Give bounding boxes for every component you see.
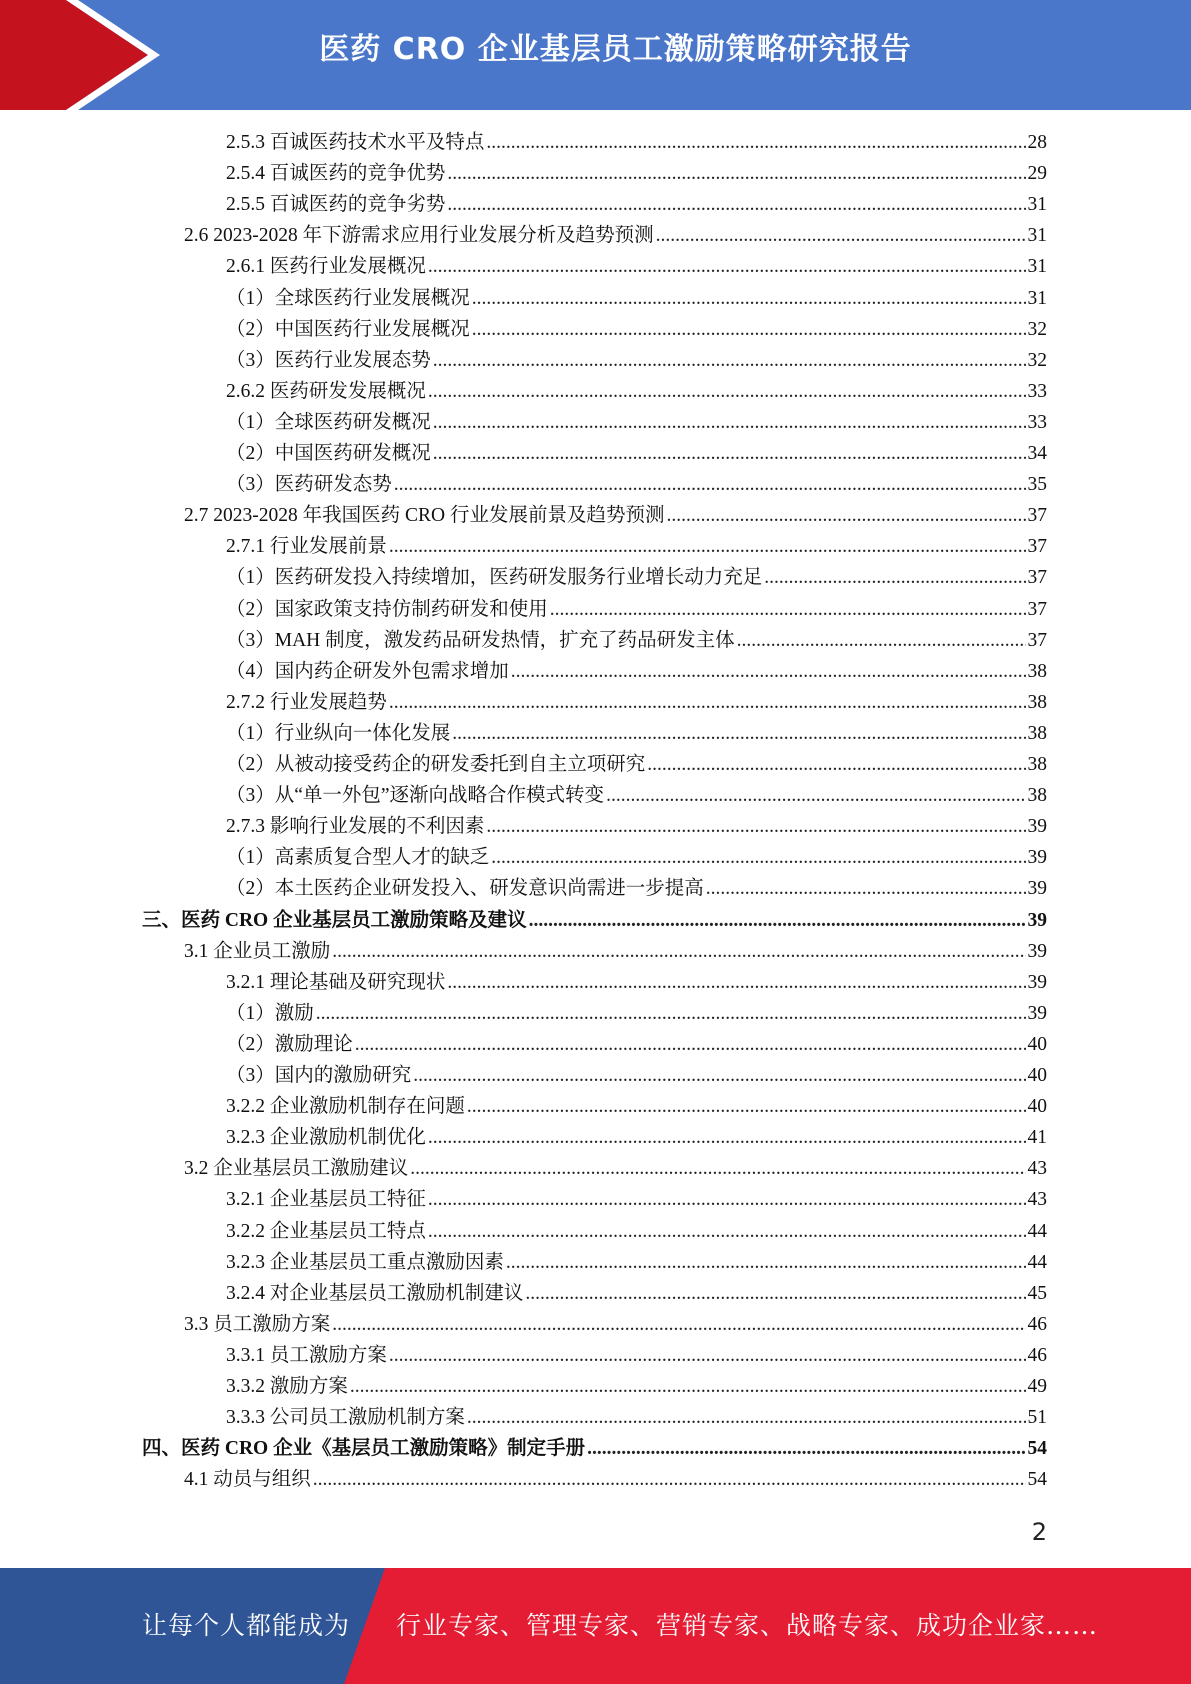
toc-entry-label: 2.6 2023-2028 年下游需求应用行业发展分析及趋势预测	[184, 225, 654, 246]
toc-entry-label: 2.7.2 行业发展趋势	[226, 692, 387, 713]
toc-entry-page: 39	[1027, 910, 1047, 931]
toc-dot-leader	[355, 1029, 1026, 1060]
toc-entry-page: 38	[1027, 754, 1047, 775]
toc-dot-leader	[472, 283, 1026, 314]
toc-entry[interactable]	[226, 1247, 1047, 1278]
toc-entry-page: 40	[1027, 1034, 1047, 1055]
toc-dot-leader	[656, 220, 1026, 251]
toc-entry[interactable]	[184, 500, 1047, 531]
toc-entry[interactable]	[226, 718, 1047, 749]
toc-entry-label: 2.7 2023-2028 年我国医药 CRO 行业发展前景及趋势预测	[184, 505, 665, 526]
toc-dot-leader	[666, 500, 1025, 531]
toc-entry[interactable]	[184, 1309, 1047, 1340]
toc-dot-leader	[332, 1309, 1025, 1340]
toc-entry-page: 43	[1027, 1158, 1047, 1179]
toc-entry-label: （1）激励	[226, 1003, 314, 1024]
toc-entry-page: 39	[1027, 878, 1047, 899]
toc-entry-page: 31	[1027, 288, 1047, 309]
toc-entry[interactable]	[226, 967, 1047, 998]
toc-dot-leader	[394, 469, 1026, 500]
toc-entry-page: 39	[1027, 972, 1047, 993]
toc-dot-leader	[428, 1216, 1026, 1247]
toc-dot-leader	[428, 376, 1026, 407]
toc-entry-label: 4.1 动员与组织	[184, 1469, 311, 1490]
toc-dot-leader	[647, 749, 1025, 780]
toc-entry[interactable]	[184, 1153, 1047, 1184]
toc-entry[interactable]	[226, 625, 1047, 656]
page-footer	[0, 1568, 1191, 1684]
toc-entry-label: 3.2.2 企业激励机制存在问题	[226, 1096, 465, 1117]
toc-entry-label: （1）高素质复合型人才的缺乏	[226, 847, 490, 868]
toc-dot-leader	[433, 345, 1026, 376]
toc-dot-leader	[467, 1402, 1026, 1433]
toc-entry-label: （3）国内的激励研究	[226, 1065, 412, 1086]
toc-entry-page: 33	[1027, 412, 1047, 433]
toc-entry-label: （2）激励理论	[226, 1034, 353, 1055]
toc-dot-leader	[447, 967, 1025, 998]
toc-entry-label: 3.3.1 员工激励方案	[226, 1345, 387, 1366]
toc-entry-page: 37	[1027, 599, 1047, 620]
toc-dot-leader	[706, 873, 1026, 904]
toc-dot-leader	[428, 251, 1026, 282]
toc-dot-leader	[491, 842, 1025, 873]
toc-entry-label: 3.3.3 公司员工激励机制方案	[226, 1407, 465, 1428]
toc-dot-leader	[332, 936, 1025, 967]
toc-entry-label: 2.7.3 影响行业发展的不利因素	[226, 816, 485, 837]
page-number: 2	[1031, 1518, 1047, 1546]
toc-entry-page: 33	[1027, 381, 1047, 402]
toc-entry-label: 2.5.5 百诚医药的竞争劣势	[226, 194, 446, 215]
toc-entry[interactable]	[226, 158, 1047, 189]
toc-entry-label: （2）国家政策支持仿制药研发和使用	[226, 599, 548, 620]
toc-entry-label: 3.2.3 企业基层员工重点激励因素	[226, 1252, 504, 1273]
toc-entry-page: 37	[1027, 630, 1047, 651]
toc-entry-page: 38	[1027, 723, 1047, 744]
toc-dot-leader	[511, 656, 1026, 687]
toc-entry[interactable]	[226, 345, 1047, 376]
toc-entry-page: 39	[1027, 816, 1047, 837]
toc-entry-page: 31	[1027, 225, 1047, 246]
toc-entry-page: 51	[1027, 1407, 1047, 1428]
toc-entry[interactable]	[226, 562, 1047, 593]
toc-entry-label: 3.2 企业基层员工激励建议	[184, 1158, 409, 1179]
toc-entry-page: 44	[1027, 1252, 1047, 1273]
toc-entry-label: （3）医药行业发展态势	[226, 350, 431, 371]
page-header	[0, 0, 1191, 110]
toc-entry-label: （1）全球医药研发概况	[226, 412, 431, 433]
toc-entry[interactable]	[226, 1184, 1047, 1215]
toc-entry-label: （2）本土医药企业研发投入、研发意识尚需进一步提高	[226, 878, 704, 899]
toc-entry-page: 38	[1027, 661, 1047, 682]
toc-entry-label: 3.2.1 理论基础及研究现状	[226, 972, 446, 993]
toc-entry[interactable]	[226, 1122, 1047, 1153]
toc-entry-label: （1）医药研发投入持续增加，医药研发服务行业增长动力充足	[226, 567, 763, 588]
toc-entry-label: 3.3.2 激励方案	[226, 1376, 348, 1397]
toc-entry-page: 39	[1027, 1003, 1047, 1024]
toc-entry-label: （1）行业纵向一体化发展	[226, 723, 451, 744]
toc-dot-leader	[486, 811, 1025, 842]
toc-entry[interactable]	[142, 905, 1047, 936]
toc-entry-page: 28	[1027, 132, 1047, 153]
toc-entry[interactable]	[226, 1402, 1047, 1433]
toc-dot-leader	[472, 314, 1026, 345]
toc-entry[interactable]	[226, 594, 1047, 625]
toc-entry-label: （2）中国医药行业发展概况	[226, 319, 470, 340]
toc-dot-leader	[350, 1371, 1026, 1402]
toc-entry[interactable]	[184, 1464, 1047, 1495]
toc-dot-leader	[433, 407, 1026, 438]
toc-dot-leader	[428, 1184, 1026, 1215]
toc-entry-page: 40	[1027, 1096, 1047, 1117]
document-title: 医药 CRO 企业基层员工激励策略研究报告	[319, 32, 912, 67]
toc-entry-page: 37	[1027, 536, 1047, 557]
toc-entry-label: 2.5.4 百诚医药的竞争优势	[226, 163, 446, 184]
toc-entry[interactable]	[226, 749, 1047, 780]
toc-dot-leader	[410, 1153, 1025, 1184]
toc-entry[interactable]	[226, 283, 1047, 314]
toc-entry[interactable]	[226, 998, 1047, 1029]
toc-entry-label: （3）从“单一外包”逐渐向战略合作模式转变	[226, 785, 605, 806]
footer-slogan-right: 行业专家、管理专家、营销专家、战略专家、成功企业家……	[396, 1611, 1099, 1640]
toc-entry-page: 31	[1027, 256, 1047, 277]
toc-entry-page: 35	[1027, 474, 1047, 495]
toc-entry[interactable]	[226, 376, 1047, 407]
toc-entry[interactable]	[226, 842, 1047, 873]
toc-dot-leader	[447, 158, 1025, 189]
toc-entry-label: 2.6.1 医药行业发展概况	[226, 256, 426, 277]
toc-dot-leader	[389, 687, 1026, 718]
toc-dot-leader	[737, 625, 1026, 656]
toc-entry[interactable]	[226, 1278, 1047, 1309]
toc-dot-leader	[313, 1464, 1026, 1495]
toc-entry[interactable]	[226, 811, 1047, 842]
toc-entry[interactable]	[184, 936, 1047, 967]
toc-entry-page: 46	[1027, 1345, 1047, 1366]
toc-entry-page: 45	[1027, 1283, 1047, 1304]
toc-entry-page: 37	[1027, 567, 1047, 588]
toc-entry-page: 34	[1027, 443, 1047, 464]
toc-entry-label: 3.2.1 企业基层员工特征	[226, 1189, 426, 1210]
toc-entry-page: 43	[1027, 1189, 1047, 1210]
toc-entry[interactable]	[226, 1216, 1047, 1247]
toc-entry-label: 2.6.2 医药研发发展概况	[226, 381, 426, 402]
toc-dot-leader	[447, 189, 1025, 220]
toc-dot-leader	[467, 1091, 1026, 1122]
toc-entry[interactable]	[226, 873, 1047, 904]
toc-dot-leader	[550, 594, 1026, 625]
toc-entry-page: 32	[1027, 319, 1047, 340]
toc-entry-label: （3）MAH 制度，激发药品研发热情，扩充了药品研发主体	[226, 630, 735, 651]
toc-entry[interactable]	[226, 438, 1047, 469]
toc-entry[interactable]	[226, 1060, 1047, 1091]
toc-dot-leader	[506, 1247, 1026, 1278]
toc-dot-leader	[606, 780, 1025, 811]
toc-entry[interactable]	[226, 127, 1047, 158]
toc-entry-page: 44	[1027, 1221, 1047, 1242]
toc-entry-label: 四、医药 CRO 企业《基层员工激励策略》制定手册	[142, 1438, 586, 1459]
toc-entry[interactable]	[142, 1433, 1047, 1464]
toc-entry-page: 54	[1027, 1469, 1047, 1490]
toc-entry[interactable]	[226, 687, 1047, 718]
toc-entry-label: 三、医药 CRO 企业基层员工激励策略及建议	[142, 910, 527, 931]
toc-dot-leader	[764, 562, 1025, 593]
toc-entry-page: 40	[1027, 1065, 1047, 1086]
toc-dot-leader	[433, 438, 1026, 469]
toc-entry-label: 3.3 员工激励方案	[184, 1314, 331, 1335]
toc-entry[interactable]	[226, 407, 1047, 438]
toc-dot-leader	[428, 1122, 1026, 1153]
toc-entry-page: 54	[1027, 1438, 1047, 1459]
toc-entry-page: 29	[1027, 163, 1047, 184]
toc-entry-label: （3）医药研发态势	[226, 474, 392, 495]
toc-entry-label: 3.1 企业员工激励	[184, 941, 331, 962]
toc-dot-leader	[452, 718, 1025, 749]
toc-entry-page: 46	[1027, 1314, 1047, 1335]
toc-entry-page: 37	[1027, 505, 1047, 526]
toc-dot-leader	[587, 1433, 1025, 1464]
toc-entry-page: 41	[1027, 1127, 1047, 1148]
toc-entry[interactable]	[226, 314, 1047, 345]
toc-entry-label: （2）中国医药研发概况	[226, 443, 431, 464]
toc-entry[interactable]	[226, 251, 1047, 282]
toc-entry[interactable]	[226, 531, 1047, 562]
footer-slogan-left: 让每个人都能成为	[142, 1611, 351, 1640]
toc-entry-page: 38	[1027, 692, 1047, 713]
toc-entry[interactable]	[226, 1091, 1047, 1122]
toc-entry-page: 31	[1027, 194, 1047, 215]
toc-dot-leader	[316, 998, 1026, 1029]
toc-entry-label: 3.2.3 企业激励机制优化	[226, 1127, 426, 1148]
toc-entry-page: 32	[1027, 350, 1047, 371]
toc-entry[interactable]	[226, 780, 1047, 811]
toc-entry[interactable]	[226, 656, 1047, 687]
toc-entry[interactable]	[184, 220, 1047, 251]
toc-entry[interactable]	[226, 189, 1047, 220]
toc-entry-page: 49	[1027, 1376, 1047, 1397]
toc-entry-label: （4）国内药企研发外包需求增加	[226, 661, 509, 682]
toc-entry-label: （1）全球医药行业发展概况	[226, 288, 470, 309]
toc-entry[interactable]	[226, 1371, 1047, 1402]
toc-dot-leader	[525, 1278, 1025, 1309]
toc-entry-label: 3.2.4 对企业基层员工激励机制建议	[226, 1283, 524, 1304]
toc-entry-label: （2）从被动接受药企的研发委托到自主立项研究	[226, 754, 646, 775]
toc-entry[interactable]	[226, 1029, 1047, 1060]
toc-dot-leader	[486, 127, 1025, 158]
toc-dot-leader	[389, 531, 1026, 562]
toc-dot-leader	[529, 905, 1026, 936]
toc-entry-page: 38	[1027, 785, 1047, 806]
toc-entry-label: 2.5.3 百诚医药技术水平及特点	[226, 132, 485, 153]
toc-dot-leader	[389, 1340, 1026, 1371]
toc-entry-page: 39	[1027, 847, 1047, 868]
toc-entry-label: 3.2.2 企业基层员工特点	[226, 1221, 426, 1242]
toc-entry-page: 39	[1027, 941, 1047, 962]
toc-entry[interactable]	[226, 469, 1047, 500]
toc-dot-leader	[413, 1060, 1025, 1091]
toc-entry-label: 2.7.1 行业发展前景	[226, 536, 387, 557]
toc-entry[interactable]	[226, 1340, 1047, 1371]
